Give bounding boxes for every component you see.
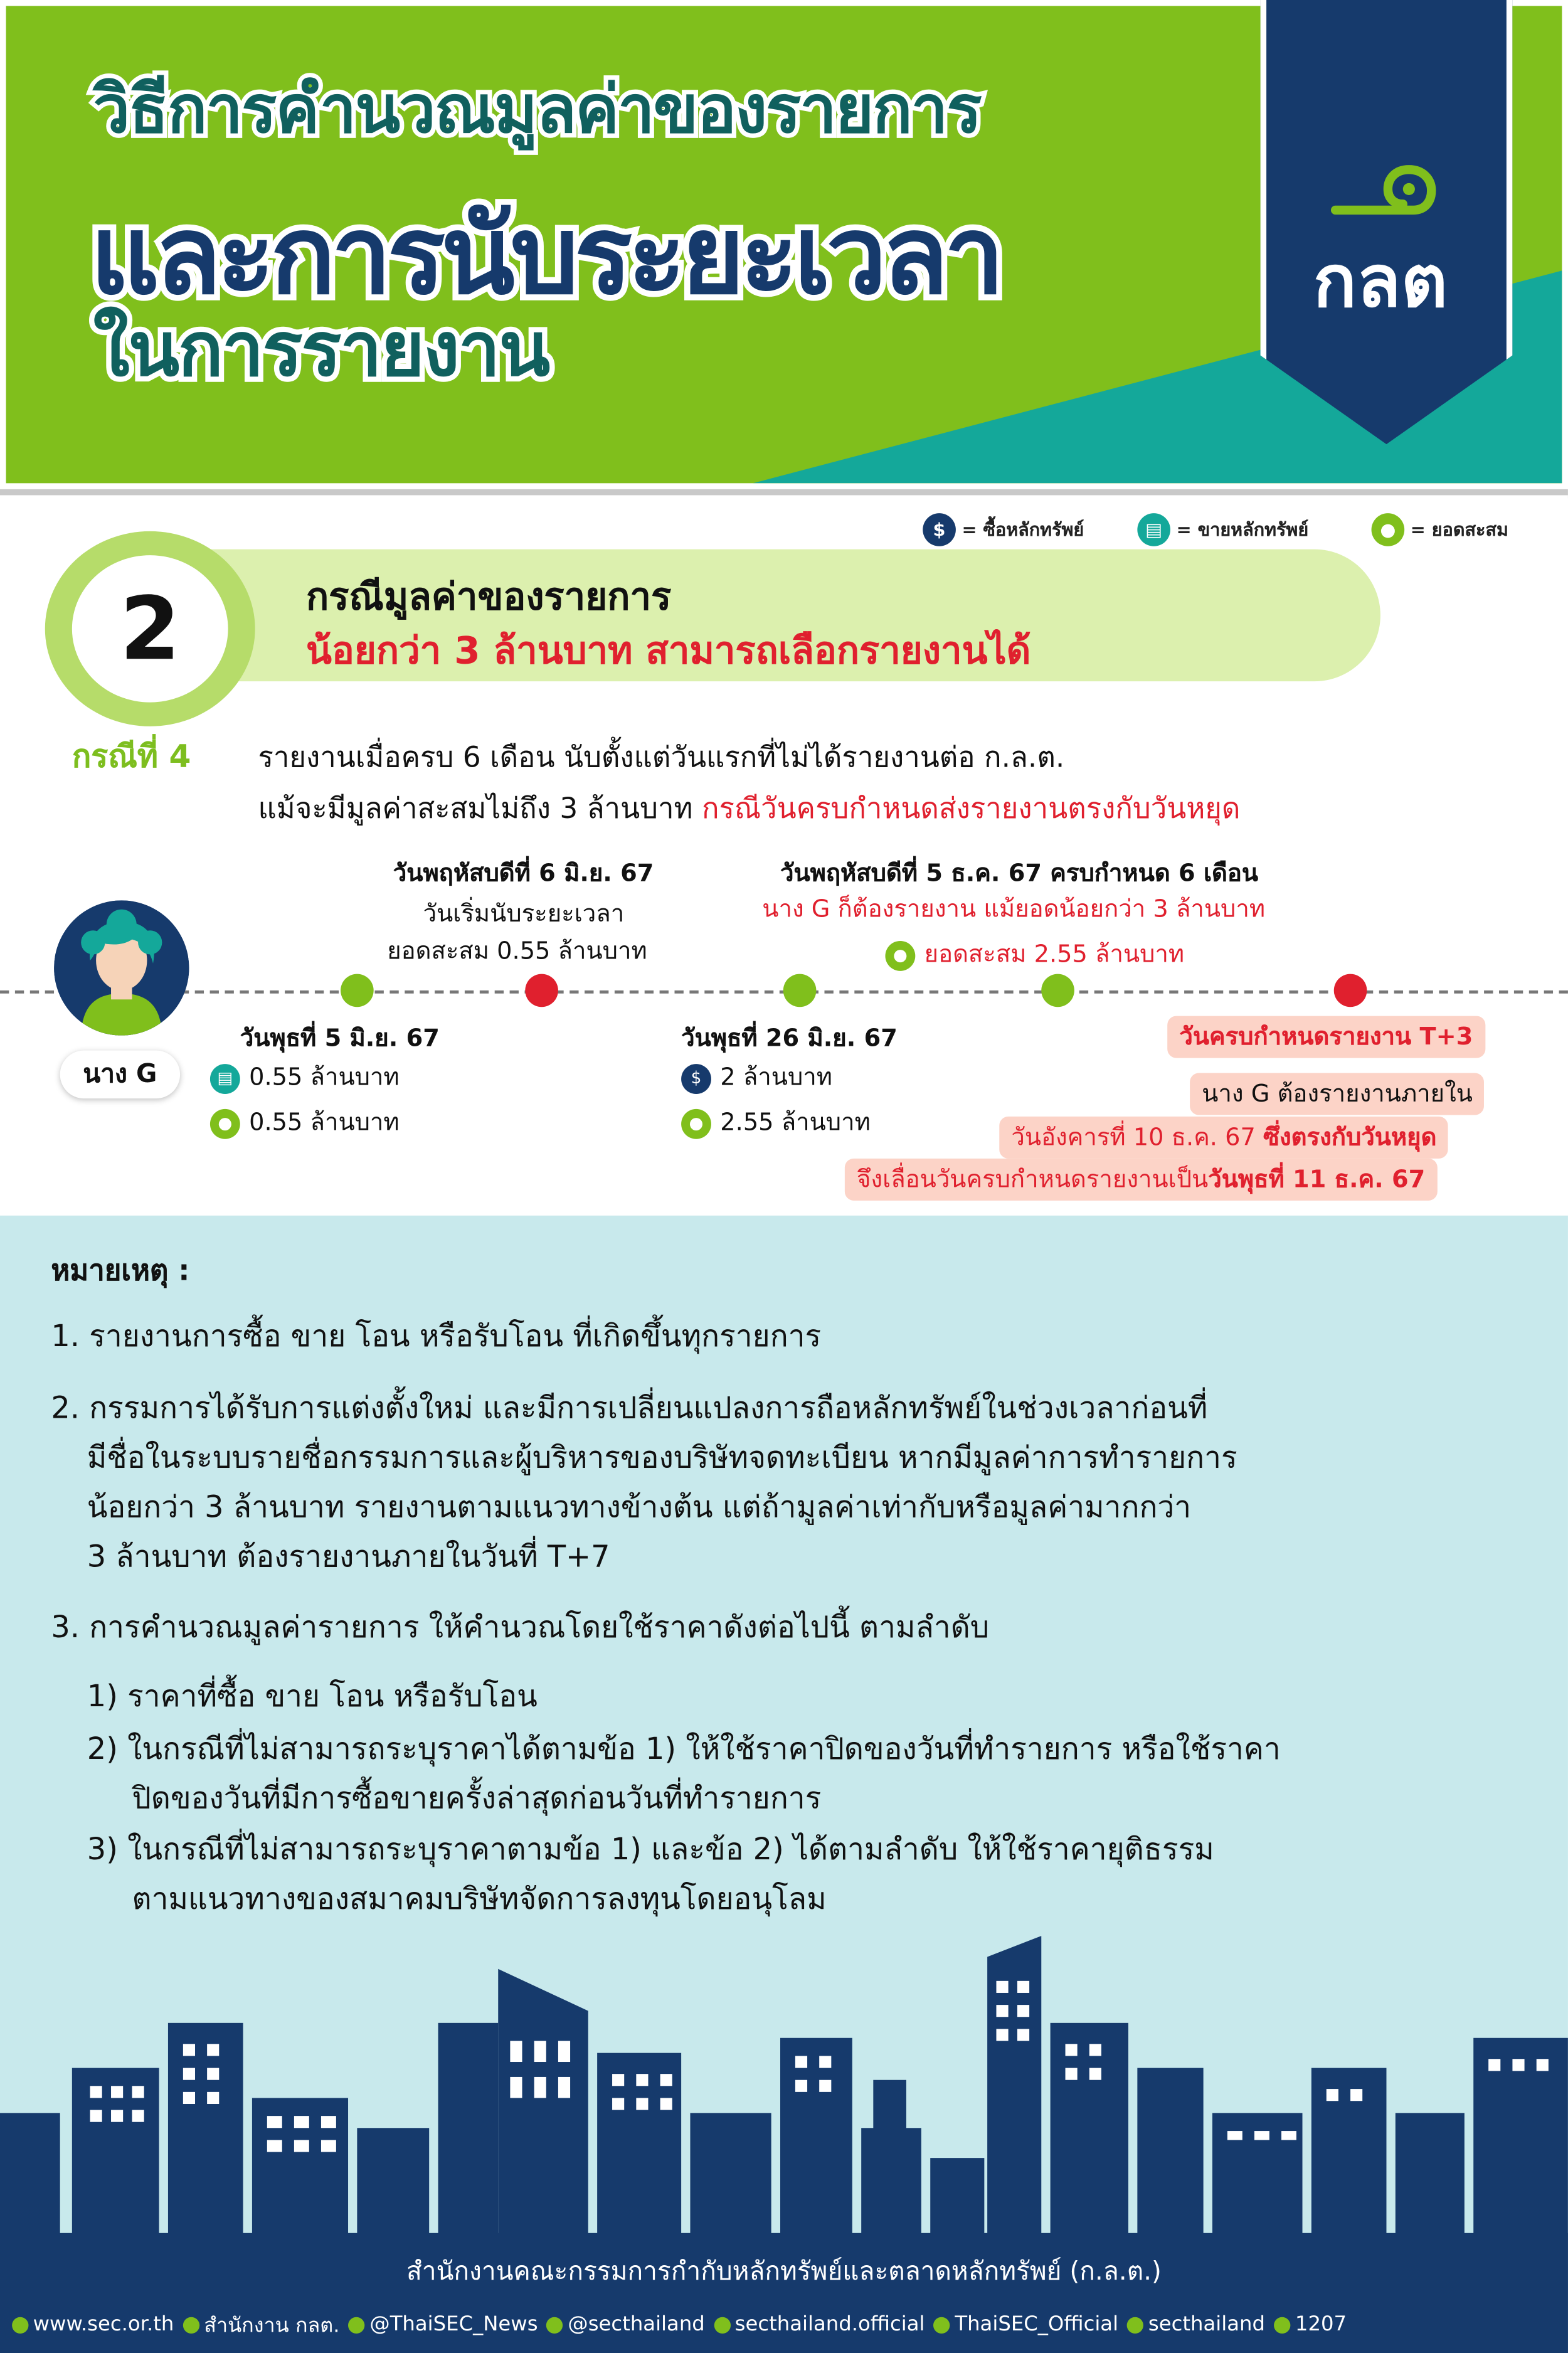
sub-case-label: กรณีที่ 4 [72, 738, 191, 775]
event-dec5-line1: นาง G ก็ต้องรายงาน แม้ยอดน้อยกว่า 3 ล้านบาท [762, 894, 1266, 923]
footer-link-facebook[interactable] [183, 2308, 340, 2341]
sub-case-text-1: รายงานเมื่อครบ 6 เดือน นับตั้งแต่วันแรกที่ไม่ได้รายงานต่อ ก.ล.ต. [258, 741, 1065, 775]
event-jun6-line1: วันเริ่มนับระยะเวลา [423, 898, 625, 928]
footer-link-tiktok-text: ThaiSEC_Official [955, 2312, 1119, 2337]
event-jun26-date: วันพุธที่ 26 มิ.ย. 67 [681, 1023, 898, 1053]
deadline-title: วันครบกำหนดรายงาน T+3 [1167, 1016, 1485, 1058]
facebook-icon [183, 2317, 199, 2333]
footer-link-web[interactable] [12, 2313, 174, 2337]
event-jun6-date: วันพฤหัสบดีที่ 6 มิ.ย. 67 [393, 858, 654, 887]
title-line-3: ในการรายงาน [93, 306, 549, 393]
event-jun5-sell [210, 1060, 400, 1097]
accumulated-balance-icon: ● [1372, 513, 1405, 546]
blockdit-icon [1127, 2317, 1143, 2333]
sell-securities-icon: ▤ [1137, 513, 1170, 546]
footer-links [12, 2308, 1557, 2341]
case-number: 2 [72, 555, 228, 702]
avatar [54, 900, 189, 1035]
note-1: 1. รายงานการซื้อ ขาย โอน หรือรับโอน ที่เกิดขึ้นทุกรายการ [51, 1317, 822, 1354]
deadline-line-2 [999, 1117, 1448, 1159]
footer-link-phone[interactable] [1274, 2313, 1347, 2337]
legend-accumulated [1372, 513, 1508, 546]
note-2-line-1: 2. กรรมการได้รับการแต่งตั้งใหม่ และมีการเปลี่ยนแปลงการถือหลักทรัพย์ในช่วงเวลาก่อนที่ [51, 1389, 1208, 1426]
deadline-line-2-bold: ซึ่งตรงกับวันหยุด [1263, 1122, 1437, 1151]
event-dec5-accumulated: ยอดสะสม 2.55 ล้านบาท [924, 939, 1185, 969]
note-3-2-line-1: 2) ในกรณีที่ไม่สามารถระบุราคาได้ตามข้อ 1) ให้ใช้ราคาปิดของวันที่ทำรายการ หรือใช้ราคา [87, 1730, 1281, 1766]
timeline-dot-deadline [1334, 974, 1367, 1007]
footer-link-blockdit[interactable] [1127, 2313, 1265, 2337]
timeline-dot-jun26 [783, 974, 817, 1007]
event-jun5-accumulated [210, 1105, 400, 1142]
event-jun26-buy-value: 2 ล้านบาท [720, 1062, 832, 1092]
sub-case-text-2-red: กรณีวันครบกำหนดส่งรายงานตรงกับวันหยุด [701, 792, 1241, 826]
x-icon [349, 2317, 365, 2333]
note-3-3-line-2: ตามแนวทางของสมาคมบริษัทจัดการลงทุนโดยอนุโลม [132, 1880, 827, 1916]
person-label: นาง G [60, 1051, 180, 1099]
footer-link-instagram[interactable] [714, 2313, 924, 2337]
footer-link-line[interactable] [547, 2313, 705, 2337]
footer-link-tiktok[interactable] [934, 2313, 1118, 2337]
line-icon [547, 2317, 563, 2333]
legend-accumulated-label: = ยอดสะสม [1410, 518, 1508, 540]
logo-wordmark: กลต [1313, 240, 1448, 324]
timeline-dot-jun6 [525, 974, 558, 1007]
title-line-2: และการนับระยะเวลา [90, 192, 1000, 319]
note-3-1: 1) ราคาที่ซื้อ ขาย โอน หรือรับโอน [87, 1677, 538, 1714]
accumulated-balance-icon: ● [210, 1108, 240, 1139]
legend-buy [923, 513, 1084, 546]
footer-link-phone-text: 1207 [1295, 2312, 1347, 2337]
footer-link-instagram-text: secthailand.official [734, 2312, 925, 2337]
footer-link-facebook-text: สำนักงาน กลต. [204, 2313, 340, 2339]
footer-organization: สำนักงานคณะกรรมการกำกับหลักทรัพย์และตลาดหลักทรัพย์ (ก.ล.ต.) [406, 2257, 1162, 2287]
buy-securities-icon: $ [923, 513, 956, 546]
note-2-line-3: น้อยกว่า 3 ล้านบาท รายงานตามแนวทางข้างต้น แต่ถ้ามูลค่าเท่ากับหรือมูลค่ามากกว่า [87, 1489, 1192, 1525]
note-3: 3. การคำนวณมูลค่ารายการ ให้คำนวณโดยใช้ราคาดังต่อไปนี้ ตามลำดับ [51, 1608, 990, 1645]
accumulated-balance-icon: ● [885, 940, 915, 970]
event-jun5-accumulated-value: 0.55 ล้านบาท [249, 1107, 400, 1136]
footer-link-x-text: @ThaiSEC_News [369, 2312, 538, 2337]
title-line-1: วิธีการคำนวณมูลค่าของรายการ [93, 72, 981, 149]
note-2-line-4: 3 ล้านบาท ต้องรายงานภายในวันที่ T+7 [87, 1538, 610, 1575]
footer-link-web-text: www.sec.or.th [33, 2312, 174, 2337]
person-icon [54, 900, 189, 1035]
sub-case-text-2 [258, 787, 1240, 832]
instagram-icon [714, 2317, 730, 2333]
web-icon [12, 2317, 28, 2333]
sub-case-text-2-normal: แม้จะมีมูลค่าสะสมไม่ถึง 3 ล้านบาท [258, 792, 702, 826]
timeline-dot-dec5 [1041, 974, 1074, 1007]
accumulated-balance-icon: ● [681, 1108, 711, 1139]
event-jun5-date: วันพุธที่ 5 มิ.ย. 67 [240, 1023, 440, 1053]
legend-sell [1137, 513, 1308, 546]
legend-buy-label: = ซื้อหลักทรัพย์ [961, 518, 1084, 540]
timeline-dot-jun5 [341, 974, 374, 1007]
event-jun5-sell-value: 0.55 ล้านบาท [249, 1062, 400, 1092]
event-dec5-line2 [885, 937, 1184, 974]
note-3-3-line-1: 3) ในกรณีที่ไม่สามารถระบุราคาตามข้อ 1) และข้อ 2) ได้ตามลำดับ ให้ใช้ราคายุติธรรม [87, 1830, 1214, 1867]
notes-title: หมายเหตุ : [51, 1254, 190, 1288]
event-dec5-date: วันพฤหัสบดีที่ 5 ธ.ค. 67 ครบกำหนด 6 เดือน [780, 858, 1259, 887]
footer-link-line-text: @secthailand [568, 2312, 705, 2337]
case-title-line-2: น้อยกว่า 3 ล้านบาท สามารถเลือกรายงานได้ [306, 629, 1031, 672]
event-jun26-buy [681, 1060, 832, 1097]
tiktok-icon [934, 2317, 950, 2333]
event-jun26-accumulated-value: 2.55 ล้านบาท [720, 1107, 871, 1136]
event-jun26-accumulated [681, 1105, 871, 1142]
deadline-line-3-bold: วันพุธที่ 11 ธ.ค. 67 [1208, 1164, 1426, 1193]
footer-link-blockdit-text: secthailand [1148, 2312, 1266, 2337]
phone-icon [1274, 2317, 1290, 2333]
case-title-line-1: กรณีมูลค่าของรายการ [306, 575, 672, 619]
deadline-line-3 [845, 1159, 1438, 1201]
note-2-line-2: มีชื่อในระบบรายชื่อกรรมการและผู้บริหารของบริษัทจดทะเบียน หากมีมูลค่าการทำรายการ [87, 1439, 1237, 1475]
deadline-line-2-normal: วันอังคารที่ 10 ธ.ค. 67 [1011, 1122, 1264, 1151]
deadline-line-3-normal: จึงเลื่อนวันครบกำหนดรายงานเป็น [857, 1164, 1209, 1193]
note-3-2-line-2: ปิดของวันที่มีการซื้อขายครั้งล่าสุดก่อนวันที่ทำรายการ [132, 1780, 822, 1816]
sell-securities-icon: ▤ [210, 1063, 240, 1093]
buy-securities-icon: $ [681, 1063, 711, 1093]
legend-sell-label: = ขายหลักทรัพย์ [1176, 518, 1309, 540]
footer-link-x[interactable] [349, 2313, 538, 2337]
deadline-line-1: นาง G ต้องรายงานภายใน [1190, 1073, 1485, 1115]
event-jun6-line2: ยอดสะสม 0.55 ล้านบาท [387, 936, 647, 965]
